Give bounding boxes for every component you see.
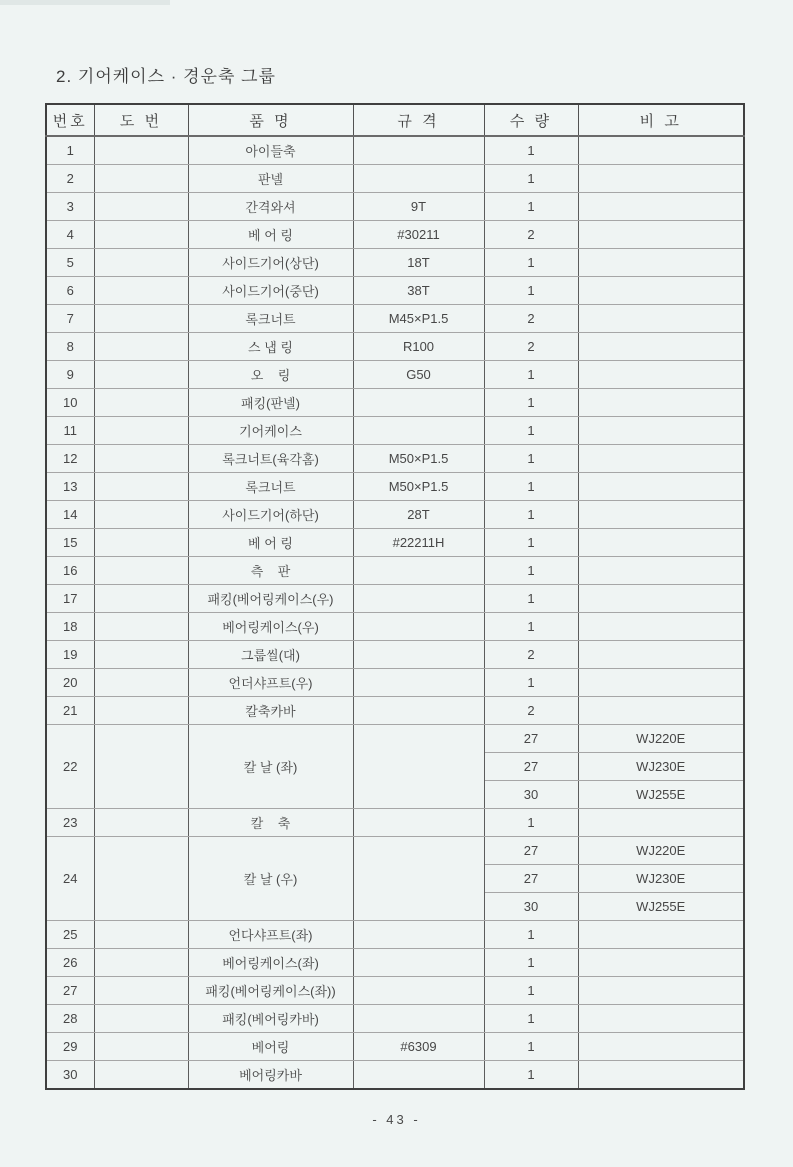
cell-qty: 1	[484, 136, 578, 165]
cell-spec: M50×P1.5	[353, 445, 484, 473]
cell-remark	[578, 305, 744, 333]
cell-qty: 1	[484, 585, 578, 613]
cell-spec	[353, 837, 484, 921]
cell-qty: 2	[484, 697, 578, 725]
cell-remark	[578, 1033, 744, 1061]
cell-dwg	[94, 1061, 188, 1090]
cell-remark: WJ230E	[578, 865, 744, 893]
cell-name: 스 냅 링	[188, 333, 353, 361]
cell-dwg	[94, 1033, 188, 1061]
cell-remark	[578, 641, 744, 669]
cell-remark: WJ220E	[578, 725, 744, 753]
cell-no: 11	[46, 417, 94, 445]
cell-spec	[353, 165, 484, 193]
cell-no: 20	[46, 669, 94, 697]
cell-remark	[578, 949, 744, 977]
cell-qty: 1	[484, 613, 578, 641]
cell-name: 그룹씰(대)	[188, 641, 353, 669]
cell-qty: 1	[484, 249, 578, 277]
table-row	[46, 977, 744, 1005]
cell-name: 베 어 링	[188, 221, 353, 249]
cell-remark	[578, 165, 744, 193]
cell-qty: 1	[484, 165, 578, 193]
cell-name: 칼 날 (좌)	[188, 725, 353, 809]
cell-name: 패킹(판넬)	[188, 389, 353, 417]
cell-spec: #6309	[353, 1033, 484, 1061]
cell-remark	[578, 333, 744, 361]
cell-dwg	[94, 529, 188, 557]
cell-spec: R100	[353, 333, 484, 361]
cell-dwg	[94, 333, 188, 361]
table-row	[46, 557, 744, 585]
cell-name: 베어링카바	[188, 1061, 353, 1090]
table-body	[46, 136, 744, 1089]
cell-spec	[353, 809, 484, 837]
table-row	[46, 305, 744, 333]
cell-dwg	[94, 193, 188, 221]
cell-name: 언다샤프트(좌)	[188, 921, 353, 949]
cell-remark	[578, 809, 744, 837]
cell-dwg	[94, 949, 188, 977]
cell-remark: WJ255E	[578, 781, 744, 809]
cell-name: 판넬	[188, 165, 353, 193]
cell-no: 10	[46, 389, 94, 417]
cell-spec	[353, 613, 484, 641]
cell-qty: 1	[484, 977, 578, 1005]
header-qty: 수 량	[484, 104, 578, 136]
header-spec: 규 격	[353, 104, 484, 136]
cell-dwg	[94, 221, 188, 249]
cell-remark	[578, 921, 744, 949]
cell-name: 칼축카바	[188, 697, 353, 725]
table-row	[46, 165, 744, 193]
cell-qty: 30	[484, 781, 578, 809]
page-number: - 43 -	[372, 1112, 421, 1127]
cell-dwg	[94, 557, 188, 585]
cell-spec	[353, 389, 484, 417]
cell-dwg	[94, 277, 188, 305]
cell-spec	[353, 921, 484, 949]
cell-dwg	[94, 837, 188, 921]
cell-no: 29	[46, 1033, 94, 1061]
cell-remark: WJ230E	[578, 753, 744, 781]
cell-name: 베어링케이스(우)	[188, 613, 353, 641]
cell-name: 베어링	[188, 1033, 353, 1061]
cell-spec	[353, 669, 484, 697]
cell-qty: 1	[484, 389, 578, 417]
cell-name: 기어케이스	[188, 417, 353, 445]
cell-remark	[578, 1005, 744, 1033]
cell-name: 록크너트	[188, 473, 353, 501]
cell-no: 27	[46, 977, 94, 1005]
cell-spec	[353, 725, 484, 809]
header-dwg: 도 번	[94, 104, 188, 136]
cell-dwg	[94, 305, 188, 333]
cell-dwg	[94, 921, 188, 949]
cell-qty: 2	[484, 221, 578, 249]
table-row	[46, 389, 744, 417]
cell-dwg	[94, 809, 188, 837]
cell-remark	[578, 1061, 744, 1090]
cell-name: 사이드기어(하단)	[188, 501, 353, 529]
cell-no: 17	[46, 585, 94, 613]
table-row	[46, 837, 744, 865]
cell-qty: 27	[484, 725, 578, 753]
cell-qty: 2	[484, 641, 578, 669]
cell-qty: 27	[484, 865, 578, 893]
scan-artifact	[0, 0, 170, 5]
cell-dwg	[94, 136, 188, 165]
cell-dwg	[94, 725, 188, 809]
cell-no: 26	[46, 949, 94, 977]
cell-no: 9	[46, 361, 94, 389]
cell-qty: 1	[484, 1005, 578, 1033]
cell-name: 칼 축	[188, 809, 353, 837]
cell-remark	[578, 473, 744, 501]
cell-qty: 27	[484, 837, 578, 865]
cell-spec	[353, 417, 484, 445]
cell-qty: 1	[484, 501, 578, 529]
cell-dwg	[94, 165, 188, 193]
cell-name: 사이드기어(상단)	[188, 249, 353, 277]
cell-dwg	[94, 501, 188, 529]
table-row	[46, 613, 744, 641]
table-row	[46, 136, 744, 165]
cell-dwg	[94, 361, 188, 389]
page-title: 2. 기어케이스 · 경운축 그룹	[56, 67, 276, 86]
table-row	[46, 1061, 744, 1090]
cell-name: 베 어 링	[188, 529, 353, 557]
table-row	[46, 725, 744, 753]
cell-qty: 2	[484, 305, 578, 333]
table-row	[46, 445, 744, 473]
cell-spec	[353, 557, 484, 585]
cell-spec	[353, 1005, 484, 1033]
cell-remark	[578, 977, 744, 1005]
cell-remark	[578, 417, 744, 445]
cell-dwg	[94, 445, 188, 473]
parts-table	[45, 103, 745, 1090]
cell-name: 아이들축	[188, 136, 353, 165]
table-row	[46, 921, 744, 949]
cell-dwg	[94, 1005, 188, 1033]
cell-no: 7	[46, 305, 94, 333]
table-row	[46, 1033, 744, 1061]
cell-qty: 1	[484, 669, 578, 697]
cell-dwg	[94, 697, 188, 725]
cell-dwg	[94, 473, 188, 501]
cell-spec	[353, 949, 484, 977]
cell-dwg	[94, 249, 188, 277]
cell-remark	[578, 697, 744, 725]
table-row	[46, 669, 744, 697]
cell-dwg	[94, 613, 188, 641]
cell-qty: 1	[484, 529, 578, 557]
table-row	[46, 361, 744, 389]
cell-remark	[578, 389, 744, 417]
cell-remark	[578, 501, 744, 529]
cell-name: 오 링	[188, 361, 353, 389]
header-name: 품 명	[188, 104, 353, 136]
table-row	[46, 501, 744, 529]
cell-remark	[578, 193, 744, 221]
cell-spec: M45×P1.5	[353, 305, 484, 333]
cell-qty: 1	[484, 473, 578, 501]
cell-dwg	[94, 641, 188, 669]
cell-qty: 1	[484, 1061, 578, 1090]
cell-spec	[353, 585, 484, 613]
header-row	[46, 104, 744, 136]
cell-spec: #30211	[353, 221, 484, 249]
cell-remark	[578, 249, 744, 277]
cell-spec: 9T	[353, 193, 484, 221]
table-row	[46, 809, 744, 837]
cell-no: 1	[46, 136, 94, 165]
cell-qty: 1	[484, 361, 578, 389]
cell-qty: 1	[484, 445, 578, 473]
header-remark: 비 고	[578, 104, 744, 136]
cell-qty: 1	[484, 557, 578, 585]
cell-no: 13	[46, 473, 94, 501]
cell-spec	[353, 1061, 484, 1090]
cell-name: 록크너트(육각홈)	[188, 445, 353, 473]
cell-no: 6	[46, 277, 94, 305]
table-row	[46, 585, 744, 613]
cell-dwg	[94, 977, 188, 1005]
table-row	[46, 473, 744, 501]
cell-qty: 1	[484, 277, 578, 305]
cell-dwg	[94, 417, 188, 445]
cell-qty: 1	[484, 193, 578, 221]
cell-spec: M50×P1.5	[353, 473, 484, 501]
cell-qty: 30	[484, 893, 578, 921]
cell-no: 8	[46, 333, 94, 361]
cell-no: 28	[46, 1005, 94, 1033]
cell-no: 23	[46, 809, 94, 837]
cell-no: 5	[46, 249, 94, 277]
cell-remark	[578, 613, 744, 641]
cell-no: 3	[46, 193, 94, 221]
table-row	[46, 333, 744, 361]
cell-no: 4	[46, 221, 94, 249]
table-row	[46, 529, 744, 557]
cell-no: 22	[46, 725, 94, 809]
cell-no: 30	[46, 1061, 94, 1090]
cell-name: 간격와셔	[188, 193, 353, 221]
cell-name: 측 판	[188, 557, 353, 585]
cell-no: 24	[46, 837, 94, 921]
table-row	[46, 193, 744, 221]
cell-no: 2	[46, 165, 94, 193]
cell-name: 패킹(베어링케이스(우)	[188, 585, 353, 613]
cell-name: 패킹(베어링카바)	[188, 1005, 353, 1033]
cell-qty: 2	[484, 333, 578, 361]
table-header	[46, 104, 744, 136]
cell-spec: G50	[353, 361, 484, 389]
cell-remark	[578, 221, 744, 249]
table-row	[46, 949, 744, 977]
table-row	[46, 221, 744, 249]
table-row	[46, 417, 744, 445]
cell-no: 19	[46, 641, 94, 669]
cell-qty: 1	[484, 921, 578, 949]
cell-spec: 28T	[353, 501, 484, 529]
cell-no: 12	[46, 445, 94, 473]
cell-name: 언더샤프트(우)	[188, 669, 353, 697]
cell-remark	[578, 445, 744, 473]
cell-no: 15	[46, 529, 94, 557]
cell-spec: 38T	[353, 277, 484, 305]
cell-spec: #22211H	[353, 529, 484, 557]
cell-remark	[578, 136, 744, 165]
cell-name: 사이드기어(중단)	[188, 277, 353, 305]
cell-no: 14	[46, 501, 94, 529]
cell-dwg	[94, 585, 188, 613]
table-row	[46, 697, 744, 725]
cell-qty: 1	[484, 949, 578, 977]
cell-remark	[578, 669, 744, 697]
cell-name: 록크너트	[188, 305, 353, 333]
cell-no: 25	[46, 921, 94, 949]
cell-spec	[353, 136, 484, 165]
cell-spec: 18T	[353, 249, 484, 277]
cell-remark: WJ220E	[578, 837, 744, 865]
cell-name: 패킹(베어링케이스(좌))	[188, 977, 353, 1005]
table-row	[46, 641, 744, 669]
cell-spec	[353, 697, 484, 725]
header-no: 번호	[46, 104, 94, 136]
cell-dwg	[94, 389, 188, 417]
table-row	[46, 249, 744, 277]
cell-spec	[353, 977, 484, 1005]
cell-name: 칼 날 (우)	[188, 837, 353, 921]
cell-remark	[578, 557, 744, 585]
cell-remark	[578, 361, 744, 389]
cell-qty: 1	[484, 809, 578, 837]
cell-dwg	[94, 669, 188, 697]
cell-qty: 1	[484, 417, 578, 445]
table-row	[46, 1005, 744, 1033]
cell-spec	[353, 641, 484, 669]
cell-name: 베어링케이스(좌)	[188, 949, 353, 977]
cell-remark: WJ255E	[578, 893, 744, 921]
cell-no: 16	[46, 557, 94, 585]
cell-remark	[578, 277, 744, 305]
cell-qty: 1	[484, 1033, 578, 1061]
cell-no: 21	[46, 697, 94, 725]
cell-qty: 27	[484, 753, 578, 781]
cell-remark	[578, 529, 744, 557]
cell-no: 18	[46, 613, 94, 641]
table-row	[46, 277, 744, 305]
cell-remark	[578, 585, 744, 613]
